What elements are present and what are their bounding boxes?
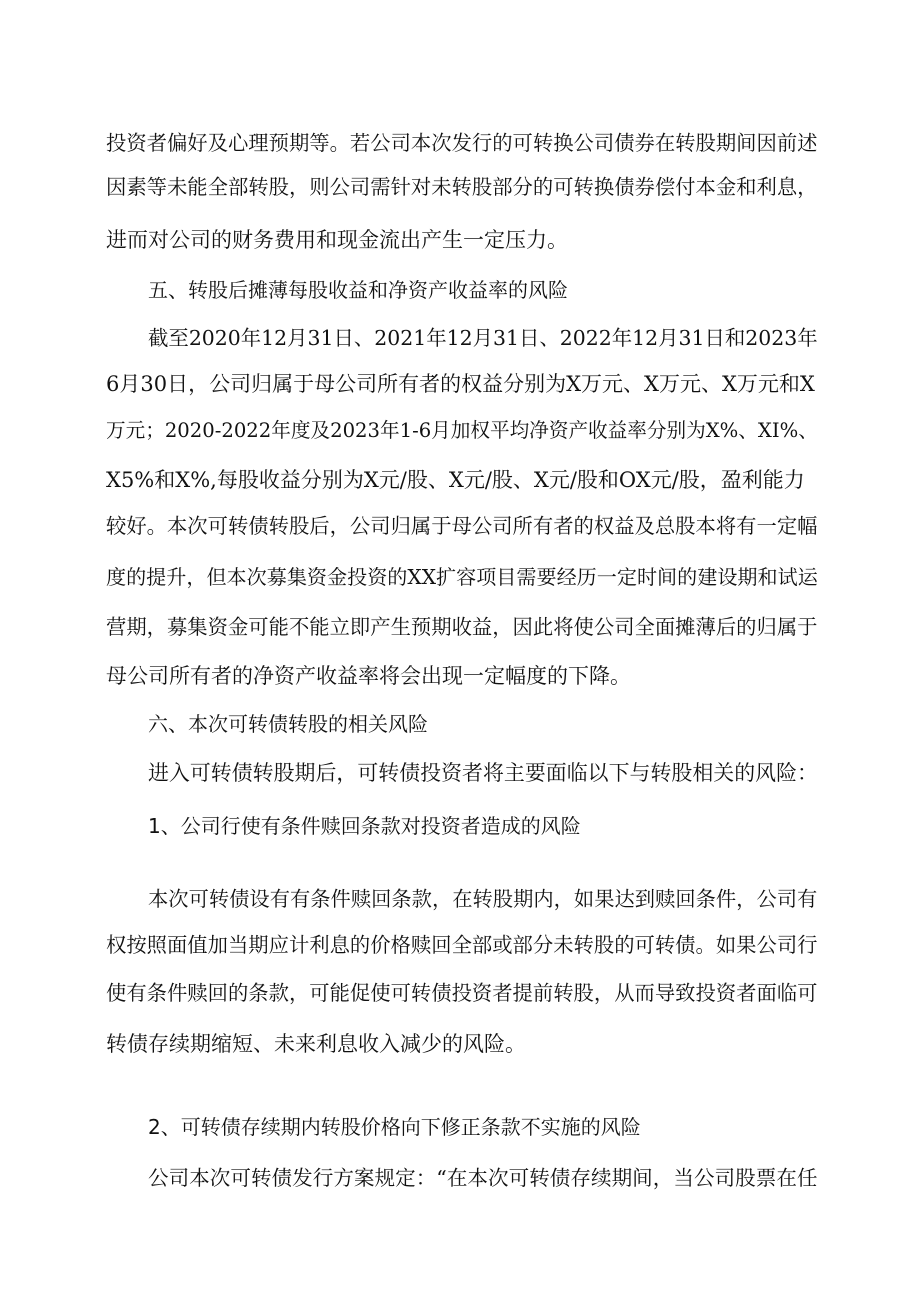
paragraph-line: 万元；2020-2022年度及2023年1-6月加权平均净资产收益率分别为X%、XI%、 <box>106 419 818 442</box>
paragraph-line: 投资者偏好及心理预期等。若公司本次发行的可转换公司债券在转股期间因前述 <box>106 131 818 155</box>
paragraph-line: 进入可转债转股期后，可转债投资者将主要面临以下与转股相关的风险： <box>148 761 818 785</box>
paragraph-line: 6月30日，公司归属于母公司所有者的权益分别为X万元、X万元、X万元和X <box>106 372 815 396</box>
paragraph-line: 公司本次可转债发行方案规定：“在本次可转债存续期间，当公司股票在任 <box>148 1166 818 1190</box>
paragraph-line: 因素等未能全部转股，则公司需针对未转股部分的可转换债券偿付本金和利息， <box>106 175 818 199</box>
paragraph-line: 较好。本次可转债转股后，公司归属于母公司所有者的权益及总股本将有一定幅 <box>106 514 818 538</box>
section-heading: 五、转股后摊薄每股收益和净资产收益率的风险 <box>148 278 568 302</box>
subsection-heading: 2、可转债存续期内转股价格向下修正条款不实施的风险 <box>148 1115 641 1139</box>
paragraph-line: 截至2020年12月31日、2021年12月31日、2022年12月31日和2023年 <box>148 326 818 350</box>
paragraph-line: 进而对公司的财务费用和现金流出产生一定压力。 <box>106 228 568 252</box>
paragraph-line: 营期，募集资金可能不能立即产生预期收益，因此将使公司全面摊薄后的归属于 <box>106 615 818 639</box>
paragraph-line: 转债存续期缩短、未来利息收入减少的风险。 <box>106 1032 526 1056</box>
paragraph-line: 度的提升，但本次募集资金投资的XX扩容项目需要经历一定时间的建设期和试运 <box>106 565 818 589</box>
section-heading: 六、本次可转债转股的相关风险 <box>148 712 428 736</box>
subsection-heading: 1、公司行使有条件赎回条款对投资者造成的风险 <box>148 814 581 838</box>
paragraph-line: 使有条件赎回的条款，可能促使可转债投资者提前转股，从而导致投资者面临可 <box>106 981 818 1005</box>
paragraph-line: 权按照面值加当期应计利息的价格赎回全部或部分未转股的可转债。如果公司行 <box>106 933 818 957</box>
paragraph-line: 母公司所有者的净资产收益率将会出现一定幅度的下降。 <box>106 664 631 688</box>
paragraph-line: 本次可转债设有有条件赎回条款，在转股期内，如果达到赎回条件，公司有 <box>148 887 818 911</box>
paragraph-line: X5%和X%,每股收益分别为X元/股、X元/股、X元/股和OX元/股，盈利能力 <box>106 468 805 492</box>
